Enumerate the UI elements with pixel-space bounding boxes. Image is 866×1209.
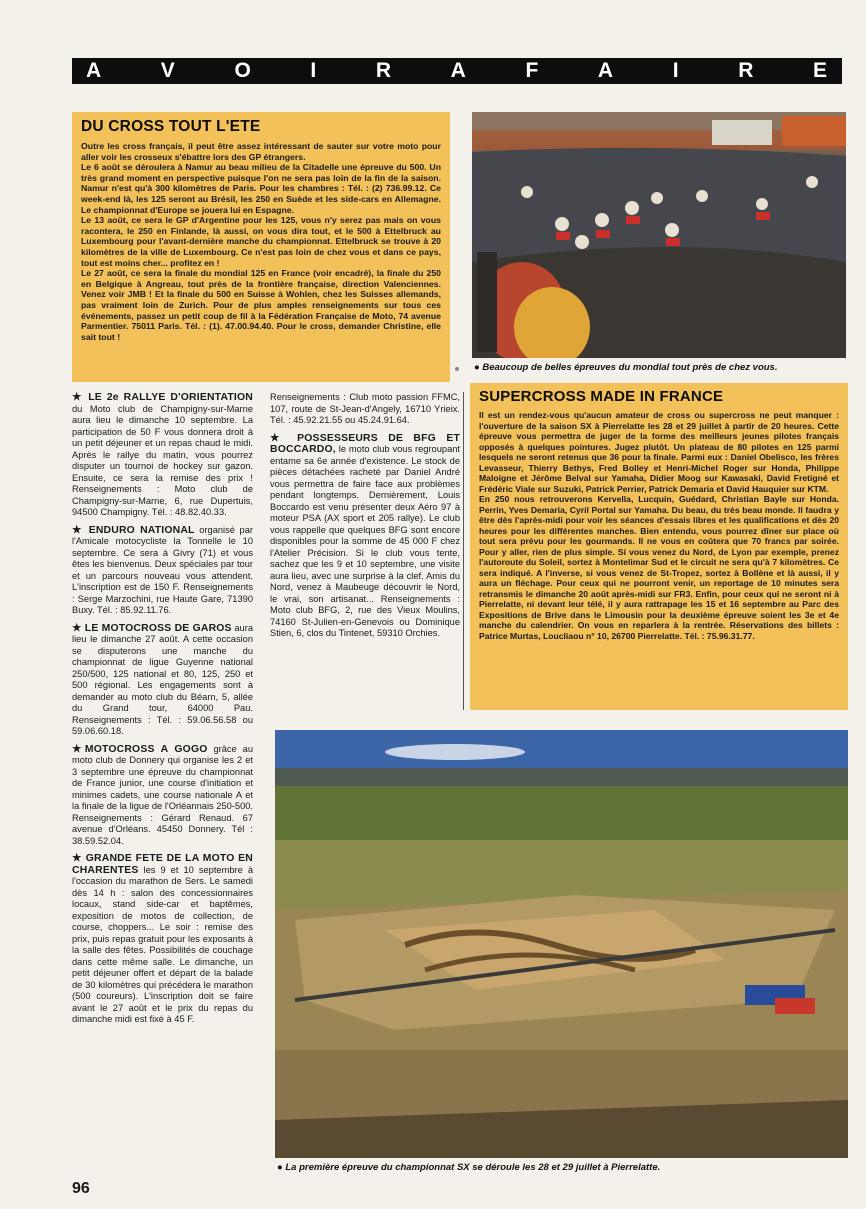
banner-letter: R (738, 59, 755, 82)
track-photo-art (275, 730, 848, 1158)
cross-ete-para: Le 27 août, ce sera la finale du mondial 125 en France (voir encadré), la finale du 250 en Belgique à Angreau, tout près de la frontière française, direction Valenciennes. Venez voir JMB ! Et la finale du 500 en Suisse à Wohlen, chez les Suisses allemands, pas vraiment loin de Zurich. Pour de plus amples renseignements sur tous ces événements, passez un petit coup de fil à la Fédération Française de Moto, 74 avenue Parmentier. 75011 Paris. Tél. : (1). 47.00.94.40. Pour le cross, demander Christine, elle sait tout ! (81, 268, 441, 342)
banner-letter: F (525, 59, 540, 82)
cross-ete-title: DU CROSS TOUT L'ETE (81, 118, 261, 135)
cross-ete-para: Le 6 août se déroulera à Namur au beau milieu de la Citadelle une épreuve du 500. Un très grand moment en perspective puisque l'on ne sera pas loin de la fin de la saison. Namur n'est qu'à 300 kilomètres de Paris. Pour les chambres : Tél. : (2) 736.99.12. Ce week-end là, les 125 seront au Brésil, les 250 en Suède et les side-cars en Allemagne. Le championnat d'Europe se jouera lui en Espagne. (81, 162, 441, 215)
event-item (72, 744, 253, 848)
supercross-box (470, 383, 848, 710)
event-item (270, 392, 460, 427)
event-heading: ★ POSSESSEURS DE BFG ET BOCCARDO, (270, 432, 460, 455)
events-column-left (72, 392, 253, 1027)
track-photo-caption: ● La première épreuve du championnat SX se déroule les 28 et 29 juillet à Pierrelatte. (277, 1162, 661, 1173)
event-heading: ★ GRANDE FETE DE LA MOTO EN CHARENTES (72, 853, 253, 876)
event-heading: ★MOTOCROSS A GOGO (72, 743, 208, 755)
supercross-para: En 250 nous retrouverons Kervella, Lucquin, Guédard, Christian Bayle sur Honda. Perrin, Yves Demaria, Cyril Portal sur Yamaha. Du beau, du très beau monde. Il faudra y être dès l'après-midi pour voir les séances d'essais libres et les qualifications et dès 20 heures pour les différentes manches. Bien entendu, vous pourrez dîner sur place où tout sera prévu pour les gourmands. Il ne vous en coûtera que 70 francs par soirée. Pour y aller, rien de plus simple. Si vous venez du Nord, de Lyon par exemple, prenez l'autoroute du Soleil, sortez à Montelimar Sud et le circuit ne sera qu'à 7 kilomètres. Ce sera indiqué. A l'inverse, si vous venez de St-Tropez, sortez à Bollène et là aussi, il y aura un fléchage. Pour ceux qui ne pourront venir, un reportage de 10 minutes sera retransmis le dimanche 20 août après-midi sur FR3. Enfin, pour ceux qui ne seront ni à Pierrelatte, ni devant leur télé, il y aura rattrapage les 15 et 16 septembre au Parc des Expositions de Brive dans le Limousin pour la deuxième épreuve soient les 3e et 4e manche du calendrier. On vous en reparlera à la rentrée. Réservations des billets : Patrice Murtas, Loucliaou n° 10, 26700 Pierrelatte. Tél. : 75.96.31.77. (479, 494, 839, 641)
pierrelatte-track-photo (275, 730, 848, 1158)
event-text: grâce au moto club de Donnery qui organise les 2 et 3 septembre une épreuve du championnat de France junior, une course d'initiation et minimes cadets, une course nationale A et la finale de la ligue de l'Orléannais 250-500. Renseignements : Gérard Renaud. 67 avenue d'Orléans. 45450 Donnery. Tél : 38.59.52.04. (72, 743, 253, 846)
cross-ete-para: Outre les cross français, il peut être assez intéressant de sauter sur votre moto pour aller voir les crosseux s'ébattre lors des GP étrangers. (81, 141, 441, 162)
event-text: le moto club vous regroupant entame sa 6e année d'existence. Le stock de pièces détachées racheté par Daniel André vous permettra de faire face aux problèmes pendant longtemps. Dernièrement, Louis Boccardo est venu présenter deux Aéro 97 à moteur PSA (AX sport et 205 rallye). Le club vous rappelle que quelques BFG sont encore disponibles pour la somme de 45 000 F chez l'Atelier Précision. Si le club vous tente, sachez que les 9 et 10 septembre, une visite aura lieu, avec une surprise à la clef. Amis du Nord, venez à Maubeuge découvrir le Nord, le vrai, son artisanat... Renseignements : Moto club BFG, 2, rue des Vieux Moulins, 74160 St-Julien-en-Genevois ou Dominique Stien, 6, clos du Tintenet, 59310 Orchies. (270, 444, 460, 638)
event-item (270, 433, 460, 640)
event-item (72, 392, 253, 519)
event-item (72, 623, 253, 738)
events-column-middle (270, 392, 460, 641)
page-number: 96 (72, 1180, 90, 1197)
event-item (72, 853, 253, 1026)
column-divider (463, 392, 464, 710)
event-text: Renseignements : Club moto passion FFMC, 107, route de St-Jean-d'Angely, 16710 Yrieix. Tél. : 45.92.21.55 ou 45.24.91.64. (270, 392, 460, 425)
banner-letter: E (812, 59, 828, 82)
event-heading: ★ ENDURO NATIONAL (72, 524, 195, 536)
banner-letter: A (86, 59, 103, 82)
race-photo-art (472, 112, 846, 358)
cross-ete-box (72, 112, 450, 382)
banner-letter: I (672, 59, 680, 82)
section-banner (72, 58, 842, 84)
banner-letter: A (597, 59, 615, 82)
event-text: du Moto club de Champigny-sur-Marne aura lieu le dimanche 10 septembre. La participation de 50 F vous donnera droit à un petit déjeuner et un repas chaud le midi. Après le rallye du matin, vous pourrez disputer un tournoi de hockey sur gazon. Ensuite, ce sera la remise des prix ! Renseignements : Moto club de Champigny-sur-Marne, 6, rue Dupertuis, 94500 Champigny. Tél. : 48.82.40.33. (72, 403, 253, 517)
banner-letter: A (450, 59, 467, 82)
banner-letter: R (375, 59, 393, 82)
banner-letter: V (160, 59, 176, 82)
event-text: organisé par l'Amicale motocycliste la Tonnelle le 10 septembre. Ce sera à Givry (71) et vous êtes les bienvenus. Deux spéciales par tour et un parcours nouveau vous attendent. L'inscription est de 150 F. Renseignements : Serge Marzochini, rue Haute Gare, 71390 Buxy. Tél. : 85.92.11.76. (72, 524, 253, 615)
event-heading: ★ LE MOTOCROSS DE GAROS (72, 622, 232, 634)
bullet-dot (455, 367, 459, 371)
event-text: aura lieu le dimanche 27 août. A cette occasion se disputerons une manche du championnat de ligue Guyenne national 250/500, 125 national et 80, 125, 250 et 500 régional. Les engagements sont à demander au moto club du Béarn, 5, allée du Grand tour, 64000 Pau. Renseignements : Tél. : 59.06.56.58 ou 59.06.60.18. (72, 622, 253, 736)
cross-ete-para: Le 13 août, ce sera le GP d'Argentine pour les 125, vous n'y serez pas mais on vous racontera, le 250 en Finlande, là aussi, on vous dira tout, et le 500 à Ettelbruck au Luxembourg pour l'avant-dernière manche du championnat. Ettelbruck se trouve à 20 kilomètres de la ville de Luxembourg. Ce n'est pas loin de chez vous et dans ce pays, tout est moins cher... profitez en ! (81, 215, 441, 268)
event-text: les 9 et 10 septembre à l'occasion du marathon de Sers. Le samedi dès 14 h : salon des concessionnaires locaux, stand side-car et baptêmes, exposition de motos de collection, de course, choppers... Le soir : remise des prix, puis repas gratuit pour les exposants à la salle des fêtes. Possibilités de couchage dans cette même salle. Le dimanche, un petit déjeuner offert et départ de la balade de 30 kilomètres qui précédera le marathon (500 coureurs). L'inscription doit se faire avant le 27 août et le prix du repas du dimanche midi est fixé à 45 F. (72, 864, 253, 1024)
banner-letter: O (234, 59, 252, 82)
event-heading: ★ LE 2e RALLYE D'ORIENTATION (72, 392, 253, 403)
supercross-title: SUPERCROSS MADE IN FRANCE (479, 388, 724, 405)
motocross-race-photo (472, 112, 846, 358)
supercross-para: Il est un rendez-vous qu'aucun amateur de cross ou supercross ne peut manquer : l'ouverture de la saison SX à Pierrelatte les 28 et 29 juillet à partir de 20 heures. Cette épreuve vous permettra de juger de la forme des meilleurs jeunes pilotes français opposés à quelques pointures. Jugez plutôt. Un plateau de 80 pilotes en 125 parmi lesquels ne seront retenus que 36 pour la finale. Parmi eux : Daniel Obelisco, les frères Levasseur, Thierry Bethys, Fred Bolley et Henri-Michel Roger sur Honda, Philippe Maloigne et Jérôme Belval sur Yamaha, Didier Moog sur Kawasaki, David Fretigné et Frédéric Viale sur Suzuki, Patrick Perrier, Patrick Demaria et David Hauquier sur KTM. (479, 410, 839, 494)
event-item (72, 525, 253, 617)
race-photo-caption: ● Beaucoup de belles épreuves du mondial tout près de chez vous. (474, 362, 778, 373)
banner-letter: I (310, 59, 318, 82)
